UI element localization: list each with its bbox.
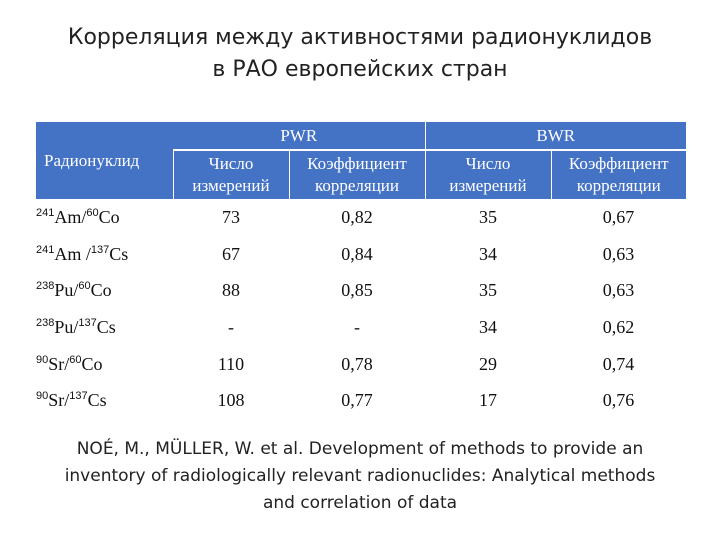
table-row	[36, 382, 686, 419]
pair-separator: /	[73, 280, 79, 301]
element-symbol: Cs	[109, 243, 129, 264]
table-row	[36, 309, 686, 346]
bwr-count-cell: 35	[479, 280, 497, 301]
bwr-coefficient-cell: 0,63	[602, 243, 635, 264]
table-row	[36, 199, 686, 236]
mass-number: 90	[36, 353, 49, 366]
header-bwr-coefficient-line-1: Коэффициент	[568, 154, 669, 173]
nuclide-pair	[36, 236, 173, 273]
bwr-count-cell: 34	[479, 316, 497, 337]
slide-title-line-2: в РАО европейских стран	[212, 57, 508, 82]
mass-number: 60	[78, 280, 91, 293]
element-symbol: Cs	[96, 316, 116, 337]
pwr-coefficient-cell: -	[354, 316, 360, 337]
element-symbol: Sr	[48, 353, 65, 374]
header-pwr-coefficient	[289, 150, 425, 199]
citation-line-2: inventory of radiologically relevant radionuclides: Analytical methods	[64, 466, 656, 486]
pwr-coefficient-cell: 0,82	[341, 206, 373, 227]
bwr-count-cell: 34	[479, 243, 497, 264]
element-symbol: Sr	[48, 390, 65, 411]
pair-separator: /	[64, 353, 70, 374]
pwr-coefficient-cell: 0,77	[341, 390, 373, 411]
header-radionuclide: Радионуклид	[36, 122, 173, 199]
bwr-coefficient-cell: 0,74	[602, 353, 635, 374]
element-symbol: Co	[81, 353, 103, 374]
header-bwr-count-line-2: измерений	[449, 176, 527, 195]
bwr-coefficient-cell: 0,63	[602, 280, 635, 301]
table-header	[36, 122, 686, 199]
pwr-coefficient-cell: 0,84	[341, 243, 373, 264]
mass-number: 137	[90, 243, 110, 256]
pwr-coefficient-cell: 0,85	[341, 280, 373, 301]
header-bwr-count	[425, 150, 551, 199]
pair-separator: /	[73, 316, 79, 337]
nuclide-pair	[36, 346, 173, 383]
slide-title	[0, 22, 720, 86]
element-symbol: Cs	[87, 390, 107, 411]
header-pwr-coefficient-line-1: Коэффициент	[307, 154, 407, 173]
pwr-coefficient-cell: 0,78	[341, 353, 373, 374]
bwr-coefficient-cell: 0,62	[602, 316, 635, 337]
mass-number: 238	[36, 316, 55, 329]
mass-number: 241	[36, 243, 55, 256]
table-row	[36, 272, 686, 309]
nuclide-pair	[36, 309, 173, 346]
mass-number: 137	[69, 390, 88, 403]
citation-line-1: NOÉ, M., MÜLLER, W. et al. Development of methods to provide an	[76, 439, 644, 459]
mass-number: 137	[78, 316, 97, 329]
header-bwr-coefficient	[551, 150, 686, 199]
table-row	[36, 346, 686, 383]
header-group-pwr: PWR	[173, 122, 425, 150]
correlation-table	[36, 122, 686, 419]
mass-number: 241	[36, 206, 55, 219]
source-citation	[30, 436, 690, 517]
element-symbol: Co	[98, 206, 120, 227]
mass-number: 60	[69, 353, 82, 366]
pwr-count-cell: 108	[217, 390, 245, 411]
pair-separator: /	[64, 390, 70, 411]
table-row	[36, 236, 686, 273]
slide-title-line-1: Корреляция между активностями радионуклидов	[67, 25, 653, 50]
bwr-count-cell: 29	[479, 353, 497, 374]
nuclide-pair	[36, 272, 173, 309]
header-pwr-count-line-2: измерений	[192, 176, 270, 195]
pwr-count-cell: 73	[222, 206, 240, 227]
nuclide-pair	[36, 199, 173, 236]
pair-separator: /	[81, 206, 87, 227]
mass-number: 60	[86, 206, 99, 219]
bwr-coefficient-cell: 0,76	[602, 390, 635, 411]
pwr-count-cell: 67	[222, 243, 240, 264]
pwr-count-cell: 88	[222, 280, 240, 301]
nuclide-pair	[36, 382, 173, 419]
header-pwr-count	[173, 150, 289, 199]
header-bwr-count-line-1: Число	[465, 154, 511, 173]
bwr-coefficient-cell: 0,67	[602, 206, 635, 227]
mass-number: 90	[36, 390, 49, 403]
element-symbol: Am	[54, 243, 82, 264]
header-bwr-coefficient-line-2: корреляции	[576, 176, 661, 195]
citation-line-3: and correlation of data	[262, 493, 458, 513]
pwr-count-cell: -	[228, 316, 234, 337]
element-symbol: Pu	[54, 316, 74, 337]
element-symbol: Am	[54, 206, 82, 227]
header-group-bwr: BWR	[425, 122, 686, 150]
pwr-count-cell: 110	[217, 353, 245, 374]
bwr-count-cell: 17	[479, 390, 497, 411]
element-symbol: Co	[90, 280, 112, 301]
header-pwr-coefficient-line-2: корреляции	[314, 176, 400, 195]
pair-separator: /	[81, 243, 91, 264]
bwr-count-cell: 35	[479, 206, 497, 227]
element-symbol: Pu	[54, 280, 74, 301]
header-pwr-count-line-1: Число	[208, 154, 254, 173]
mass-number: 238	[36, 280, 55, 293]
